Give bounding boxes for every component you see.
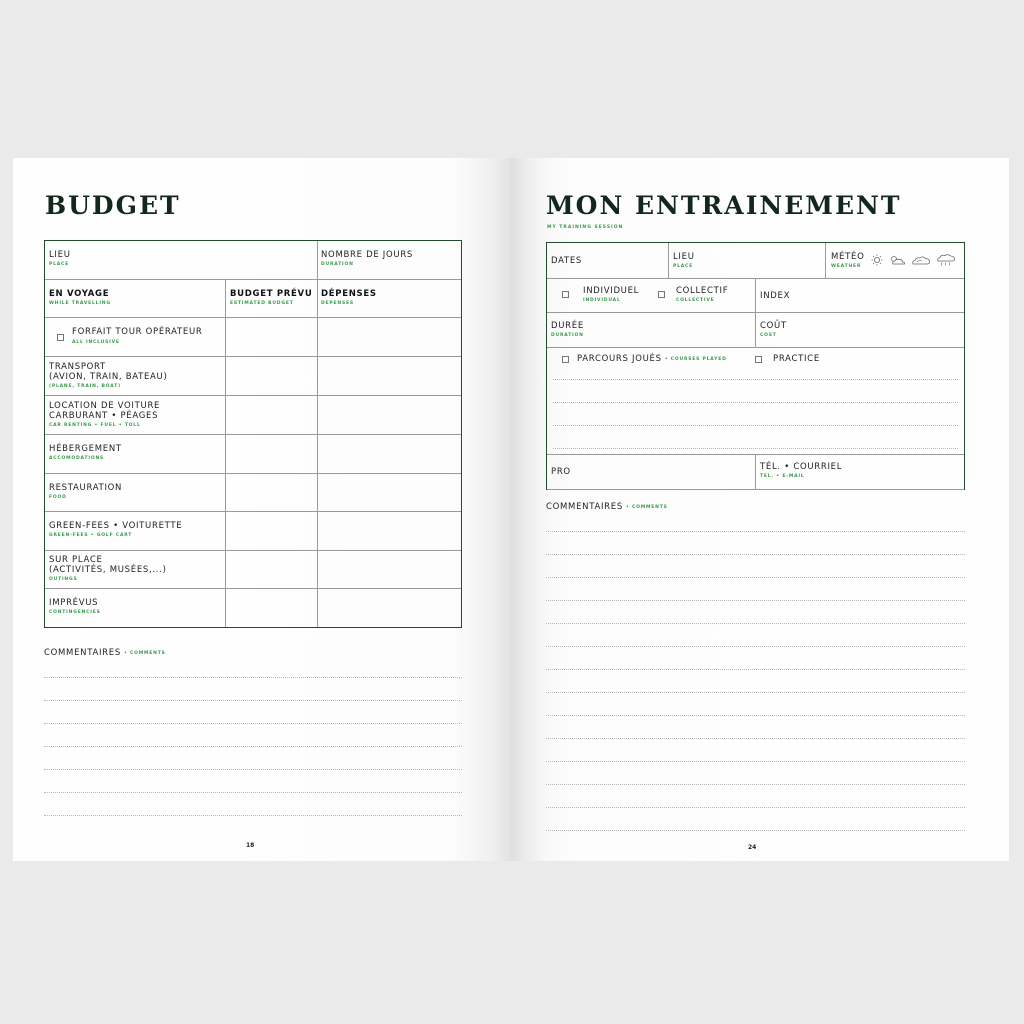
comment-line[interactable] (44, 815, 462, 816)
forfait-checkbox[interactable] (57, 334, 64, 341)
rain-cloud-icon[interactable] (936, 253, 956, 267)
pro-cell[interactable]: PRO (551, 467, 571, 477)
row-sur-place: SUR PLACE (ACTIVITÉS, MUSÉES,...) OUTINGS (49, 555, 167, 582)
meteo-cell: MÉTÉO WEATHER (831, 252, 865, 269)
cout-cell[interactable]: COÛT COST (760, 321, 787, 338)
comment-line[interactable] (546, 807, 965, 808)
tel-cell[interactable]: TÉL. • COURRIEL TEL. • E-MAIL (760, 462, 843, 479)
comment-line[interactable] (546, 531, 965, 532)
training-page (511, 158, 1009, 861)
page-subtitle: MY TRAINING SESSION (547, 225, 624, 230)
comment-line[interactable] (546, 738, 965, 739)
comment-line[interactable] (546, 761, 965, 762)
header-budget-prevu: BUDGET PRÉVU ESTIMATED BUDGET (230, 289, 313, 306)
practice-option[interactable]: PRACTICE (755, 354, 820, 364)
open-book (13, 158, 1009, 861)
row-green-fees: GREEN-FEES • VOITURETTE GREEN-FEES • GOLF CART (49, 521, 183, 538)
index-cell[interactable]: INDEX (760, 291, 791, 301)
comment-line[interactable] (546, 554, 965, 555)
page-number: 18 (246, 842, 255, 849)
comment-line[interactable] (546, 669, 965, 670)
parcours-checkbox[interactable] (562, 356, 569, 363)
comment-line[interactable] (546, 623, 965, 624)
row-restauration: RESTAURATION FOOD (49, 483, 123, 500)
duree-cell[interactable]: DURÉE DURATION (551, 321, 584, 338)
comment-line[interactable] (44, 723, 462, 724)
weather-icons (871, 253, 956, 267)
row-imprevus: IMPRÉVUS CONTINGENCIES (49, 598, 101, 615)
row-hebergement: HÉBERGEMENT ACCOMODATIONS (49, 444, 122, 461)
comment-line[interactable] (546, 830, 965, 831)
comments-heading: COMMENTAIRES • COMMENTS (546, 502, 668, 512)
individuel-option[interactable]: INDIVIDUEL INDIVIDUAL (562, 286, 639, 303)
training-table (546, 242, 965, 490)
header-depenses: DÉPENSES DEPENSES (321, 289, 377, 306)
page-number: 24 (748, 844, 757, 851)
page-title: MON ENTRAINEMENT (546, 191, 902, 220)
comment-line[interactable] (44, 769, 462, 770)
header-en-voyage: EN VOYAGE WHILE TRAVELLING (49, 289, 111, 306)
comment-line[interactable] (546, 646, 965, 647)
comment-line[interactable] (44, 700, 462, 701)
cloud-icon[interactable] (911, 254, 931, 266)
collectif-option[interactable]: COLLECTIF COLLECTIVE (658, 286, 728, 303)
page-title: BUDGET (45, 191, 181, 220)
comment-line[interactable] (546, 577, 965, 578)
comment-line[interactable] (546, 600, 965, 601)
budget-page (13, 158, 511, 861)
comment-line[interactable] (44, 792, 462, 793)
parcours-option[interactable]: PARCOURS JOUÉS • COURSES PLAYED (562, 354, 727, 364)
row-forfait: FORFAIT TOUR OPÉRATEUR ALL INCLUSIVE (57, 327, 203, 345)
nombre-jours-cell[interactable]: NOMBRE DE JOURS DURATION (321, 250, 414, 267)
lieu-cell[interactable]: LIEU PLACE (49, 250, 71, 267)
comment-line[interactable] (44, 677, 462, 678)
individuel-checkbox[interactable] (562, 291, 569, 298)
budget-table (44, 240, 462, 628)
sun-cloud-icon[interactable] (888, 254, 906, 266)
comment-line[interactable] (546, 784, 965, 785)
row-location-voiture: LOCATION DE VOITURE CARBURANT • PÉAGES CAR RENTING • FUEL • TOLL (49, 401, 161, 428)
sun-icon[interactable] (871, 254, 883, 266)
comment-line[interactable] (546, 692, 965, 693)
comment-line[interactable] (546, 715, 965, 716)
comments-heading: COMMENTAIRES • COMMENTS (44, 648, 166, 658)
comment-line[interactable] (44, 746, 462, 747)
row-transport: TRANSPORT (AVION, TRAIN, BATEAU) (PLANE, TRAIN, BOAT) (49, 362, 168, 389)
lieu-cell[interactable]: LIEU PLACE (673, 252, 695, 269)
dates-cell[interactable]: DATES (551, 256, 583, 266)
practice-checkbox[interactable] (755, 356, 762, 363)
collectif-checkbox[interactable] (658, 291, 665, 298)
